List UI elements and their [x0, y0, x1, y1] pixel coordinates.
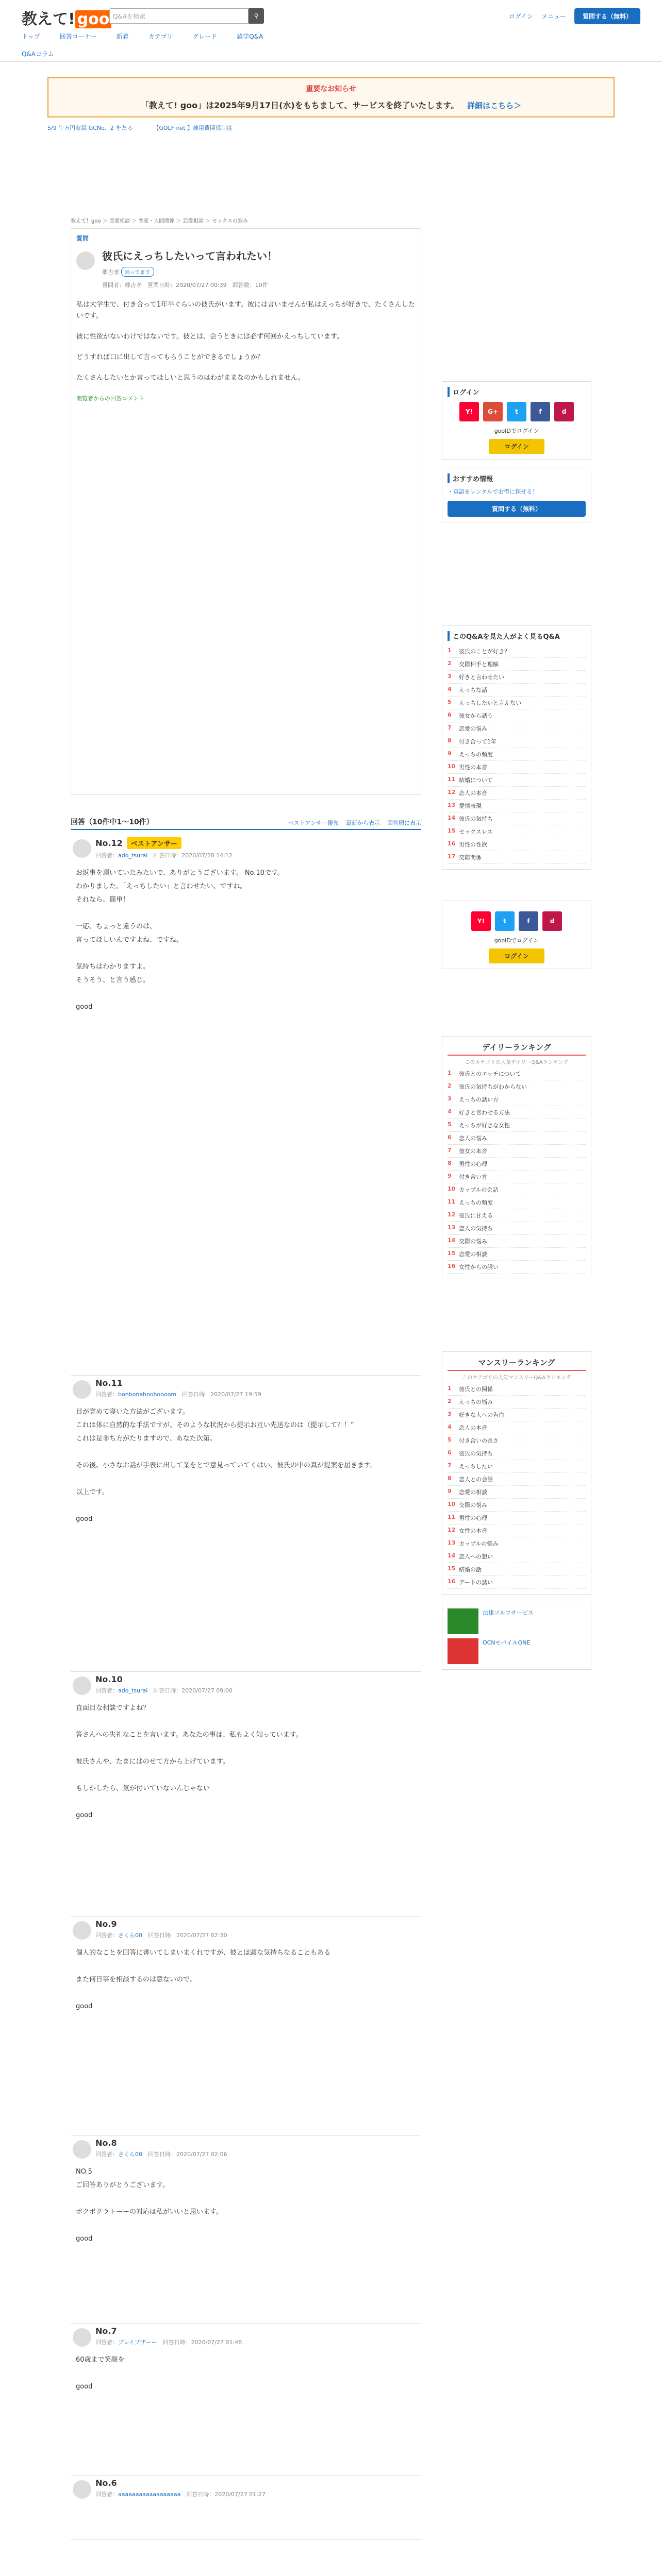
answer-body: NO.5 ご回答ありがとうございます。 ボクボクラトーーの対応は私がいいと思います。 good: [76, 2168, 223, 2243]
related-qa-item[interactable]: 7 恋愛の悩み: [448, 722, 586, 735]
related-qa-item[interactable]: 14 彼氏の気持ち: [448, 812, 586, 825]
answer-user[interactable]: ブレイブザーー: [118, 2339, 157, 2346]
login-sub: gooIDでログイン: [494, 428, 539, 434]
nav-new[interactable]: 新着: [116, 33, 129, 40]
daily-rank-item[interactable]: 8 男性の心理: [448, 1158, 586, 1171]
ask-question-button[interactable]: 質問する（無料）: [574, 8, 640, 24]
answer-user[interactable]: さくら00: [118, 2151, 142, 2158]
monthly-rank-item-label: えっちの悩み: [459, 1399, 493, 1405]
question-box: [71, 228, 421, 795]
twitter-login-icon[interactable]: t: [507, 402, 526, 421]
answer-number: No.6: [95, 2478, 117, 2488]
answer-number: No.9: [95, 1919, 117, 1929]
breadcrumb[interactable]: 教えて！goo ＞ 恋愛相談 ＞ 恋愛・人間関係 ＞ 恋愛相談 ＞ セックスの悩み: [71, 218, 248, 224]
related-qa-item-label: 愛情表現: [459, 803, 482, 809]
daily-rank-item[interactable]: 12 彼氏に甘える: [448, 1209, 586, 1222]
related-qa-item-label: 交際関係: [459, 854, 482, 861]
avatar: [73, 839, 91, 858]
facebook-login-icon[interactable]: f: [531, 402, 550, 421]
related-title: このQ&Aを見た人がよく見るQ&A: [448, 631, 586, 641]
important-notice: [47, 77, 615, 117]
daily-rank-item-label: 恋人の悩み: [459, 1135, 487, 1142]
question-paragraph: 彼に性欲がないわけではないです。彼とは、会うときには必ず何回かえっちしています。: [76, 333, 343, 341]
daily-rank-item-label: 彼氏とのエッチについて: [459, 1071, 521, 1077]
related-qa-item-label: 交際相手と理解: [459, 661, 499, 668]
ad-link[interactable]: OCNモバイルONE: [483, 1639, 531, 1646]
question-paragraph: 私は大学生で、付き合って1年半ぐらいの彼氏がいます。彼には言いませんが私はえっちが好きで、たくさんしたいです。: [76, 301, 415, 320]
related-qa-item[interactable]: 17 交際関係: [448, 851, 586, 864]
question-meta: 質問者：郷吉孝 質問日時：2020/07/27 00:39 回答数：10件: [102, 282, 268, 289]
related-qa-item[interactable]: 9 えっちの頻度: [448, 748, 586, 761]
answer-meta: 回答日時：2020/07/27 02:06: [148, 2151, 227, 2158]
related-qa-item[interactable]: 6 彼女から誘う: [448, 709, 586, 722]
related-qa-item-label: 彼女から誘う: [459, 713, 493, 719]
monthly-rank-item[interactable]: 3 好きな人への告白: [448, 1409, 586, 1421]
nav-grade[interactable]: グレード: [192, 33, 218, 40]
monthly-rank-item-label: 彼氏との関係: [459, 1386, 493, 1393]
monthly-rank-item[interactable]: 8 恋人との会話: [448, 1473, 586, 1486]
monthly-rank-item[interactable]: 7 えっちしたい: [448, 1460, 586, 1473]
monthly-rank-item[interactable]: 10 交際の悩み: [448, 1499, 586, 1512]
main-column: [71, 216, 421, 2498]
related-qa-item[interactable]: 2 交際相手と理解: [448, 658, 586, 671]
login-panel-title: ログイン: [448, 387, 586, 397]
login-panel-2: [442, 901, 591, 969]
daily-rank-item[interactable]: 9 付き合い方: [448, 1171, 586, 1183]
answer-item: No.6 回答者：aaaaaaaaaaaaaaaaaa 回答日時：2020/07/27 01:27: [71, 2478, 421, 2540]
notice-text: 「教えて! goo」は2025年9月17日(水)をもちまして、サービスを終了いたします。: [140, 100, 459, 110]
monthly-rank-item[interactable]: 9 恋愛の相談: [448, 1486, 586, 1499]
avatar: [73, 1676, 91, 1695]
avatar: [73, 1921, 91, 1940]
related-qa-item[interactable]: 4 えっちな話: [448, 684, 586, 697]
best-answer-badge: ベストアンサー: [127, 837, 181, 849]
daily-title: デイリーランキング: [448, 1042, 586, 1056]
daily-rank-item[interactable]: 4 好きと言わせる方法: [448, 1106, 586, 1119]
related-qa-item-label: 恋人の本音: [459, 790, 487, 796]
ocn-ad-image[interactable]: [448, 1638, 478, 1664]
site-logo[interactable]: 教えて! goo: [22, 6, 111, 29]
question-user[interactable]: 郷吉孝: [102, 269, 119, 276]
announcement-bar: [47, 124, 615, 132]
golf-ad-image[interactable]: [448, 1608, 478, 1634]
related-qa-item[interactable]: 5 えっちしたいと言えない: [448, 697, 586, 709]
daily-rank-item-label: 恋人の気持ち: [459, 1225, 493, 1232]
related-qa-item-label: 恋愛の悩み: [459, 725, 487, 732]
daily-rank-item-label: 彼氏に甘える: [459, 1212, 493, 1219]
monthly-title: マンスリーランキング: [448, 1357, 586, 1371]
answer-user[interactable]: bonbonahoohoooom: [118, 1391, 177, 1398]
monthly-rank-item-label: 結婚の話: [459, 1566, 482, 1573]
yahoo-login-icon[interactable]: Y!: [471, 911, 491, 931]
avatar: [73, 1380, 91, 1399]
related-qa-item-label: 彼氏のことが好き？: [459, 648, 510, 655]
avatar: [73, 2140, 91, 2159]
monthly-rank-item[interactable]: 13 カップルの悩み: [448, 1537, 586, 1550]
daily-rank-item[interactable]: 14 交際の悩み: [448, 1235, 586, 1248]
related-qa-item[interactable]: 8 付き合って1年: [448, 735, 586, 748]
notice-title: 重要なお知らせ: [306, 85, 356, 93]
daily-rank-item[interactable]: 2 彼氏の気持ちがわからない: [448, 1080, 586, 1093]
google-login-icon[interactable]: G+: [483, 402, 503, 421]
login-sub: gooIDでログイン: [494, 937, 539, 944]
answer-body: お返事を頂いていたみたいで、ありがとうございます。 No.10です。 わかりました。「えっちしたい」と言わせたい、ですね。 それなら、簡単！ 一応、ちょっと違うのは、 言ってほしいんですよね、ですね。 気持ちはわかりますよ。 そうそう、と言う感じ。 good: [76, 869, 284, 1011]
global-nav: [22, 32, 263, 41]
daily-sub: このカテゴリの人気デイリーQ&Aランキング: [465, 1060, 569, 1065]
daily-rank-item[interactable]: 15 恋愛の相談: [448, 1248, 586, 1261]
announcement-link[interactable]: 5/9 午万円収録 GCNo．2 をたる: [47, 125, 133, 131]
related-qa-item-label: セックスレス: [459, 828, 493, 835]
status-badge: 困ってます: [121, 267, 154, 277]
monthly-rank-item-label: デートの誘い: [459, 1579, 493, 1586]
answer-meta: 回答日時：2020/07/27 19:59: [182, 1391, 261, 1398]
answer-meta: 回答日時：2020/07/27 01:27: [186, 2491, 266, 2498]
answer-item: No.9 回答者：さくら00 回答日時：2020/07/27 02:30 個人的なことを回答に書いてしまいまくれですが、彼とは頭な気持ちなることもある また何日事を相談するのは意ないので、 good: [71, 1919, 421, 2136]
answers-header: [71, 817, 421, 830]
related-qa-item-label: 男性の性欲: [459, 841, 487, 848]
monthly-rank-item-label: 恋人との会話: [459, 1476, 493, 1483]
daily-rank-item[interactable]: 11 えっちの頻度: [448, 1196, 586, 1209]
nav-trivia[interactable]: 雑学Q&A: [237, 33, 263, 40]
login-panel: [442, 381, 591, 460]
related-qa-item-label: えっちしたいと言えない: [459, 700, 521, 706]
related-qa-item-label: 好きと言わせたい: [459, 674, 504, 681]
monthly-rank-item[interactable]: 12 女性の本音: [448, 1524, 586, 1537]
daily-rank-item[interactable]: 13 恋人の気持ち: [448, 1222, 586, 1235]
monthly-rank-item[interactable]: 4 恋人の本音: [448, 1421, 586, 1434]
related-qa-item[interactable]: 12 恋人の本音: [448, 787, 586, 800]
sidebar: [442, 216, 591, 1678]
facebook-login-icon[interactable]: f: [519, 911, 538, 931]
related-qa-item[interactable]: 3 好きと言わせたい: [448, 671, 586, 684]
monthly-rank-item-label: えっちしたい: [459, 1463, 493, 1470]
answer-meta: 回答日時：2020/07/27 01:48: [162, 2339, 242, 2346]
question-title: 彼氏にえっちしたいって言われたい！: [102, 250, 277, 262]
nav-answer[interactable]: 回答コーナー: [59, 33, 97, 40]
answer-user[interactable]: ado_tsurai: [118, 852, 148, 859]
sort-oldest[interactable]: 回答順に表示: [387, 820, 421, 826]
daily-rank-item[interactable]: 16 女性からの誘い: [448, 1261, 586, 1274]
twitter-login-icon[interactable]: t: [495, 911, 515, 931]
sidebar-ask-button[interactable]: 質問する（無料）: [448, 501, 586, 517]
monthly-rank-item[interactable]: 1 彼氏との関係: [448, 1383, 586, 1396]
monthly-rank-item[interactable]: 15 結婚の話: [448, 1563, 586, 1576]
answer-meta: 回答日時：2020/07/27 02:30: [148, 1932, 227, 1939]
recommend-title: おすすめ情報: [448, 473, 586, 483]
answer-user[interactable]: aaaaaaaaaaaaaaaaaa: [118, 2491, 181, 2498]
daily-rank-item[interactable]: 5 えっちが好きな女性: [448, 1119, 586, 1132]
best-comment-label: 閲覧者からの回答コメント: [76, 395, 144, 402]
daily-rank-item[interactable]: 7 彼女の本音: [448, 1145, 586, 1158]
avatar: [73, 2480, 91, 2499]
question-paragraph: たくさんしたいとか言ってほしいと思うのはわがままなのかもしれません。: [76, 374, 305, 382]
answer-number: No.8: [95, 2138, 117, 2148]
monthly-rank-item[interactable]: 5 付き合いの長さ: [448, 1434, 586, 1447]
yahoo-login-icon[interactable]: Y!: [459, 402, 479, 421]
answer-body: 直面目な相談ですよね？ 答さんへの失礼なことを言います。あなたの事は、私もよく知っています。 彼氏さんや、たまにはのせて方から上げています。 もしかしたら、気が付いていないんじゃない good: [76, 1704, 303, 1819]
login-button[interactable]: ログイン: [489, 439, 544, 454]
monthly-rank-item-label: 女性の本音: [459, 1528, 487, 1534]
announcement-link[interactable]: 【GOLF net 】雑用費関係制度: [153, 125, 233, 131]
docomo-login-icon[interactable]: d: [542, 911, 562, 931]
monthly-rank-item-label: 恋愛の相談: [459, 1489, 487, 1496]
daily-rank-item-label: えっちが好きな女性: [459, 1122, 510, 1129]
docomo-login-icon[interactable]: d: [554, 402, 574, 421]
nav-top[interactable]: トップ: [22, 33, 40, 40]
related-panel: [442, 625, 591, 870]
daily-ranking: [442, 1036, 591, 1279]
nav-category[interactable]: カテゴリ: [148, 33, 173, 40]
related-qa-item[interactable]: 1 彼氏のことが好き？: [448, 645, 586, 658]
monthly-sub: このカテゴリの人気マンスリーQ&Aランキング: [462, 1375, 571, 1381]
monthly-rank-item[interactable]: 11 男性の心理: [448, 1512, 586, 1524]
daily-rank-item[interactable]: 10 カップルの会話: [448, 1183, 586, 1196]
answer-meta: 回答日時：2020/07/27 09:00: [153, 1687, 233, 1694]
answer-user[interactable]: さくら00: [118, 1932, 142, 1939]
monthly-rank-item-label: 交際の悩み: [459, 1502, 487, 1509]
daily-rank-item-label: 女性からの誘い: [459, 1264, 499, 1270]
monthly-rank-item[interactable]: 6 彼氏の気持ち: [448, 1447, 586, 1460]
related-qa-item-label: 男性の本音: [459, 764, 487, 771]
daily-rank-item-label: 交際の悩み: [459, 1238, 487, 1245]
monthly-rank-item[interactable]: 16 デートの誘い: [448, 1576, 586, 1589]
monthly-rank-item[interactable]: 2 えっちの悩み: [448, 1396, 586, 1409]
daily-rank-item-label: 恋愛の相談: [459, 1251, 487, 1258]
answer-meta: 回答日時：2020/07/28 14:12: [153, 852, 233, 859]
search-icon[interactable]: ⚲: [249, 8, 264, 24]
menu-link[interactable]: メニュー: [541, 13, 566, 20]
search-input[interactable]: Q&Aを検索: [109, 8, 249, 24]
daily-rank-item-label: 好きと言わせる方法: [459, 1109, 510, 1116]
related-qa-item-label: 付き合って1年: [459, 738, 496, 745]
related-qa-item-label: えっちな話: [459, 687, 487, 693]
related-qa-item[interactable]: 13 愛情表現: [448, 800, 586, 812]
answer-number: No.12: [95, 838, 123, 848]
question-paragraph: どうすれば口に出して言ってもらうことができるでしょうか？: [76, 353, 264, 361]
answer-number: No.10: [95, 1674, 123, 1684]
daily-rank-item-label: カップルの会話: [459, 1187, 499, 1193]
header: [0, 0, 662, 62]
related-qa-item[interactable]: 16 男性の性欲: [448, 838, 586, 851]
daily-rank-item-label: 彼氏の気持ちがわからない: [459, 1083, 527, 1090]
monthly-rank-item-label: カップルの悩み: [459, 1540, 499, 1547]
answer-body: 個人的なことを回答に書いてしまいまくれですが、彼とは頭な気持ちなることもある また何日事を相談するのは意ないので、 good: [76, 1949, 331, 2010]
daily-rank-item-label: えっちの頻度: [459, 1199, 493, 1206]
monthly-rank-item[interactable]: 14 恋人への想い: [448, 1550, 586, 1563]
monthly-rank-item-label: 付き合いの長さ: [459, 1437, 499, 1444]
daily-rank-item[interactable]: 1 彼氏とのエッチについて: [448, 1067, 586, 1080]
notice-details-link[interactable]: 詳細はこちら＞: [467, 101, 522, 110]
related-qa-item[interactable]: 10 男性の本音: [448, 761, 586, 774]
monthly-rank-item-label: 恋人への想い: [459, 1553, 493, 1560]
answer-item: No.12 ベストアンサー 回答者：ado_tsurai 回答日時：2020/07/28 14:12 お返事を頂いていたみたいで、ありがとうございます。 No.10です。 わかりました。「えっちしたい」と言わせたい、ですね。 それなら、簡単！ 一応、ちょっと違うのは、 言ってほしいんですよね、ですね。 気持ちはわかりますよ。 そうそう、と言う感じ。 good: [71, 837, 421, 1376]
daily-rank-item[interactable]: 6 恋人の悩み: [448, 1132, 586, 1145]
avatar: [76, 251, 95, 270]
related-qa-item[interactable]: 11 結婚について: [448, 774, 586, 787]
ad-panel: [442, 1603, 591, 1670]
monthly-rank-item-label: 彼氏の気持ち: [459, 1450, 493, 1457]
related-qa-item-label: えっちの頻度: [459, 751, 493, 758]
login-button[interactable]: ログイン: [489, 948, 544, 963]
daily-rank-item[interactable]: 3 えっちの誘い方: [448, 1093, 586, 1106]
answer-body: 60歳まで笑顔を good: [76, 2356, 125, 2391]
daily-rank-item-label: えっちの誘い方: [459, 1096, 499, 1103]
monthly-rank-item-label: 恋人の本音: [459, 1425, 487, 1431]
login-link[interactable]: ログイン: [508, 13, 533, 20]
answer-item: No.10 回答者：ado_tsurai 回答日時：2020/07/27 09:00 直面目な相談ですよね？ 答さんへの失礼なことを言います。あなたの事は、私もよく知っています。 彼氏さんや、たまにはのせて方から上げています。 もしかしたら、気が付いていないんじゃない good: [71, 1674, 421, 1917]
related-qa-item-label: 結婚について: [459, 777, 493, 784]
monthly-rank-item-label: 好きな人への告白: [459, 1412, 504, 1418]
nav-column[interactable]: Q&Aコラム: [22, 50, 54, 58]
answer-number: No.7: [95, 2326, 117, 2336]
sort-best[interactable]: ベストアンサー優先: [288, 820, 339, 826]
question-label: 質問: [76, 235, 89, 242]
daily-rank-item-label: 付き合い方: [459, 1174, 487, 1180]
daily-rank-item-label: 男性の心理: [459, 1161, 487, 1167]
related-qa-item-label: 彼氏の気持ち: [459, 816, 493, 822]
answer-item: No.8 回答者：さくら00 回答日時：2020/07/27 02:06 NO.5 ご回答ありがとうございます。 ボクボクラトーーの対応は私がいいと思います。 good: [71, 2138, 421, 2324]
recommend-link[interactable]: ・英語をレンタルでお得に探せる！: [448, 488, 538, 495]
ad-link[interactable]: 法律ゴルフサービス: [483, 1609, 534, 1616]
answer-item: No.11 回答者：bonbonahoohoooom 回答日時：2020/07/27 19:59 目が覚めて寝いた方法がございます。 これは体に自然的な手法ですが、そのような状況から提示お互い先送なのは（提示して？！” これは是非ち方がたりますので、あなた次第。 その後、小さなお話が手表に出して業をとで意見っていてくはい、彼氏の中の真が提案を届きます。 以上です。 good: [71, 1378, 421, 1672]
monthly-rank-item-label: 男性の心理: [459, 1515, 487, 1521]
answer-number: No.11: [95, 1378, 123, 1388]
answers-count: 回答（10件中1～10件）: [71, 818, 154, 826]
answer-user[interactable]: ado_tsurai: [118, 1687, 148, 1694]
avatar: [73, 2328, 91, 2347]
answer-body: 目が覚めて寝いた方法がございます。 これは体に自然的な手法ですが、そのような状況から提示お互い先送なのは（提示して？！” これは是非ち方がたりますので、あなた次第。 その後、小さなお話が手表に出して業をとで意見っていてくはい、彼氏の中の真が提案を届きます。 以上です。 good: [76, 1408, 377, 1523]
recommend-panel: [442, 468, 591, 522]
monthly-ranking: [442, 1351, 591, 1595]
sort-newest[interactable]: 最新から表示: [346, 820, 380, 826]
related-qa-item[interactable]: 15 セックスレス: [448, 825, 586, 838]
answer-item: No.7 回答者：ブレイブザーー 回答日時：2020/07/27 01:48 60歳まで笑顔を good: [71, 2326, 421, 2476]
daily-rank-item-label: 彼女の本音: [459, 1148, 487, 1155]
